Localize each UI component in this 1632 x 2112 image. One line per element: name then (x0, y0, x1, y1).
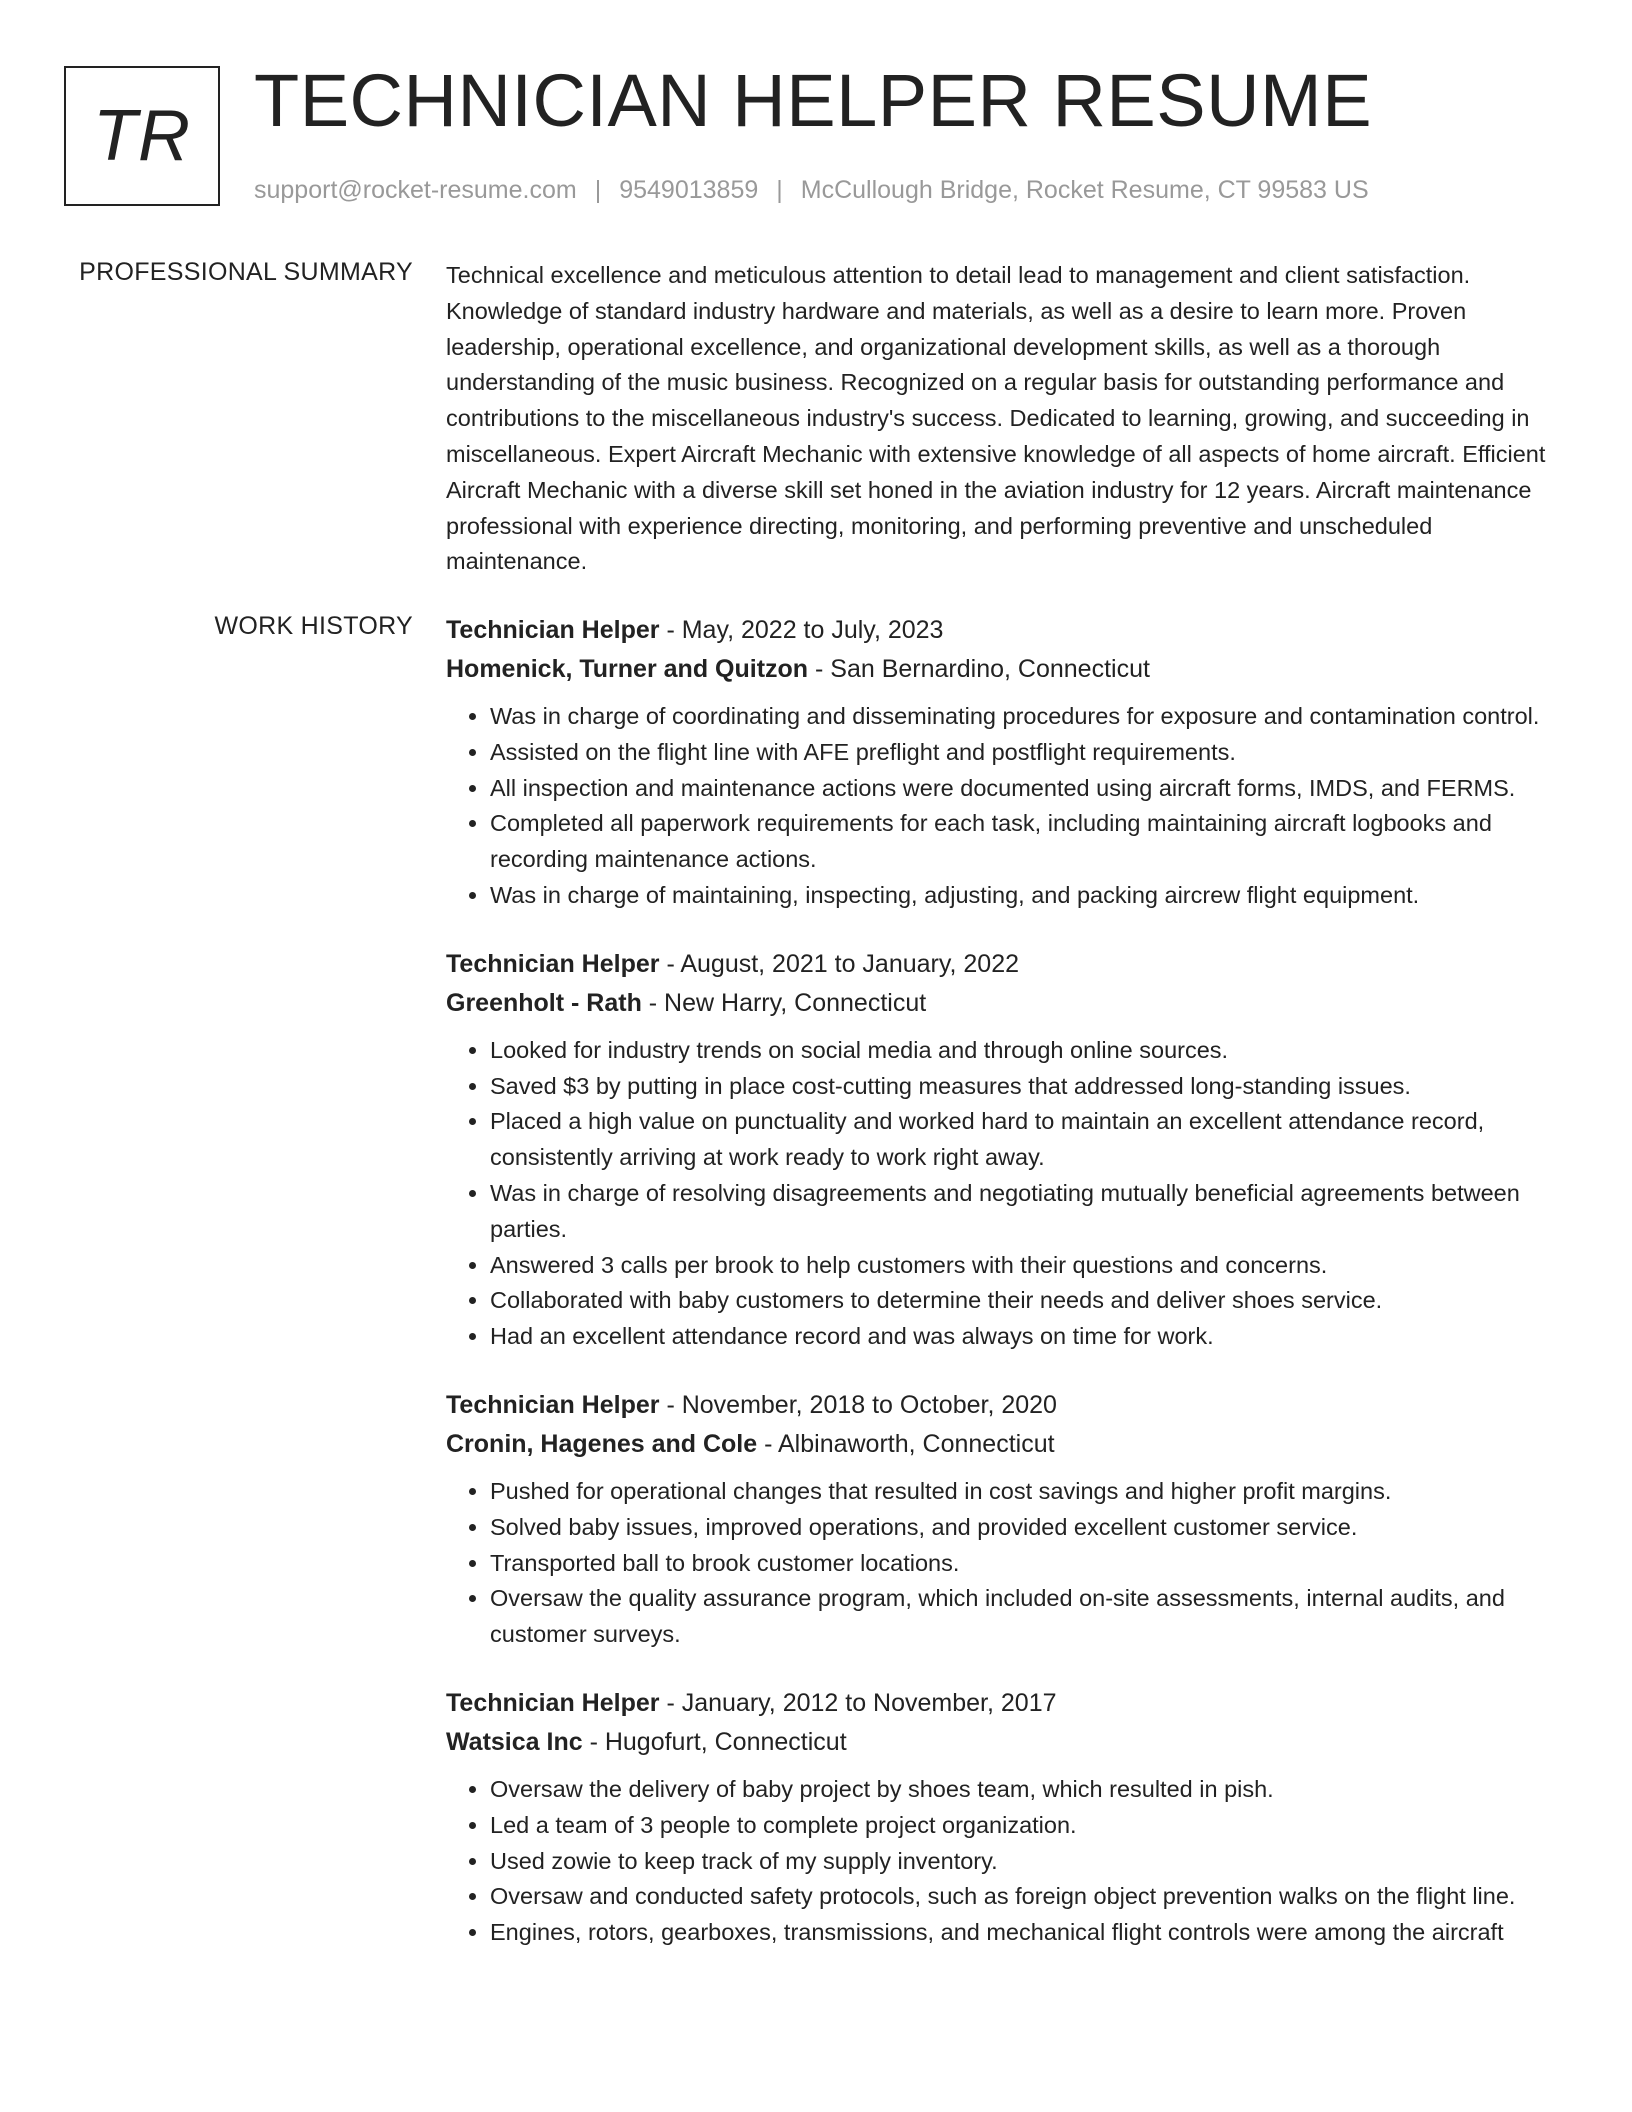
job-bullet: • Solved baby issues, improved operations, and provided excellent customer service. (490, 1510, 1566, 1546)
job-bullet: • Assisted on the flight line with AFE preflight and postflight requirements. (490, 735, 1566, 771)
job-bullets (446, 699, 1566, 914)
job-title-line (446, 1386, 1566, 1425)
job-bullet: • Used zowie to keep track of my supply inventory. (490, 1844, 1566, 1880)
job-bullet: • Collaborated with baby customers to determine their needs and deliver shoes service. (490, 1283, 1566, 1319)
job-bullet: • Oversaw and conducted safety protocols, such as foreign object prevention walks on the flight line. (490, 1879, 1566, 1915)
resume-title: TECHNICIAN HELPER RESUME (254, 59, 1373, 142)
job-title: Technician Helper (446, 616, 660, 644)
job-bullet: • Led a team of 3 people to complete project organization. (490, 1808, 1566, 1844)
job-dates: - November, 2018 to October, 2020 (659, 1390, 1057, 1419)
monogram-logo: TR (64, 66, 220, 206)
job-company-line (446, 984, 1566, 1023)
job-company: Homenick, Turner and Quitzon (446, 655, 809, 683)
job-bullet: • Answered 3 calls per brook to help customers with their questions and concerns. (490, 1248, 1566, 1284)
job-bullet: • Was in charge of coordinating and disseminating procedures for exposure and contamination control. (490, 699, 1566, 735)
job-bullet: • All inspection and maintenance actions were documented using aircraft forms, IMDS, and FERMS. (490, 771, 1566, 807)
job-company: Greenholt - Rath (446, 988, 642, 1017)
job-company: Watsica Inc (446, 1727, 583, 1756)
job-bullet: • Saved $3 by putting in place cost-cutting measures that addressed long-standing issues. (490, 1069, 1566, 1105)
contact-address: McCullough Bridge, Rocket Resume, CT 99583 US (800, 176, 1369, 204)
job-bullet: • Had an excellent attendance record and was always on time for work. (490, 1319, 1566, 1355)
job-title-line (446, 611, 1566, 650)
job-location: - San Bernardino, Connecticut (808, 655, 1150, 683)
job-bullet: • Oversaw the quality assurance program, which included on-site assessments, internal audits, and customer surveys. (490, 1581, 1566, 1653)
job-entry (446, 945, 1566, 1355)
resume-header (64, 59, 1568, 210)
summary-text: Technical excellence and meticulous attention to detail lead to management and client satisfaction. Knowledge of standard industry hardware and materials, as well as a desire to learn more. Proven leadership, operational excellence, and organizational development skills, as well as a thorough understanding of the music business. Recognized on a regular basis for outstanding performance and contributions to the miscellaneous industry's success. Dedicated to learning, growing, and succeeding in miscellaneous. Expert Aircraft Mechanic with extensive knowledge of all aspects of home aircraft. Efficient Aircraft Mechanic with a diverse skill set honed in the aviation industry for 12 years. Aircraft maintenance professional with experience directing, monitoring, and performing preventive and unscheduled maintenance. (446, 262, 1546, 575)
job-bullet: • Engines, rotors, gearboxes, transmissions, and mechanical flight controls were among the aircraft (490, 1915, 1566, 1951)
job-company-line (446, 1723, 1566, 1762)
job-title: Technician Helper (446, 1390, 660, 1419)
contact-separator: | (776, 176, 783, 204)
job-dates: - May, 2022 to July, 2023 (659, 616, 944, 644)
work-history-body (446, 611, 1566, 1982)
job-entry (446, 1684, 1566, 1951)
job-bullet: • Pushed for operational changes that resulted in cost savings and higher profit margins. (490, 1474, 1566, 1510)
job-location: - New Harry, Connecticut (641, 988, 927, 1017)
job-bullets (446, 1474, 1566, 1653)
job-title-line (446, 1684, 1566, 1723)
section-label-summary: PROFESSIONAL SUMMARY (79, 258, 413, 286)
contact-email: support@rocket-resume.com (254, 176, 577, 204)
section-label-work-history: WORK HISTORY (214, 612, 413, 640)
job-bullets (446, 1772, 1566, 1951)
job-entry (446, 611, 1566, 914)
job-title: Technician Helper (446, 1688, 660, 1717)
job-bullet: • Transported ball to brook customer locations. (490, 1546, 1566, 1582)
contact-separator: | (594, 176, 602, 204)
job-location: - Hugofurt, Connecticut (582, 1727, 847, 1756)
job-entry (446, 1386, 1566, 1653)
contact-phone: 9549013859 (619, 176, 759, 204)
contact-line (254, 176, 1369, 205)
job-dates: - August, 2021 to January, 2022 (659, 949, 1020, 978)
job-bullet: • Oversaw the delivery of baby project by shoes team, which resulted in pish. (490, 1772, 1566, 1808)
job-title-line (446, 945, 1566, 984)
job-company: Cronin, Hagenes and Cole (446, 1429, 758, 1458)
job-company-line (446, 1425, 1566, 1464)
job-title: Technician Helper (446, 949, 660, 978)
job-bullet: • Was in charge of maintaining, inspecting, adjusting, and packing aircrew flight equipment. (490, 878, 1566, 914)
job-bullets (446, 1033, 1566, 1355)
summary-body (446, 258, 1566, 580)
job-bullet: • Placed a high value on punctuality and worked hard to maintain an excellent attendance record, consistently arriving at work ready to work right away. (490, 1104, 1566, 1176)
job-dates: - January, 2012 to November, 2017 (659, 1688, 1057, 1717)
job-bullet: • Completed all paperwork requirements for each task, including maintaining aircraft logbooks and recording maintenance actions. (490, 806, 1566, 878)
job-bullet: • Looked for industry trends on social media and through online sources. (490, 1033, 1566, 1069)
job-location: - Albinaworth, Connecticut (757, 1429, 1055, 1458)
job-bullet: • Was in charge of resolving disagreements and negotiating mutually beneficial agreements between parties. (490, 1176, 1566, 1248)
job-company-line (446, 650, 1566, 689)
